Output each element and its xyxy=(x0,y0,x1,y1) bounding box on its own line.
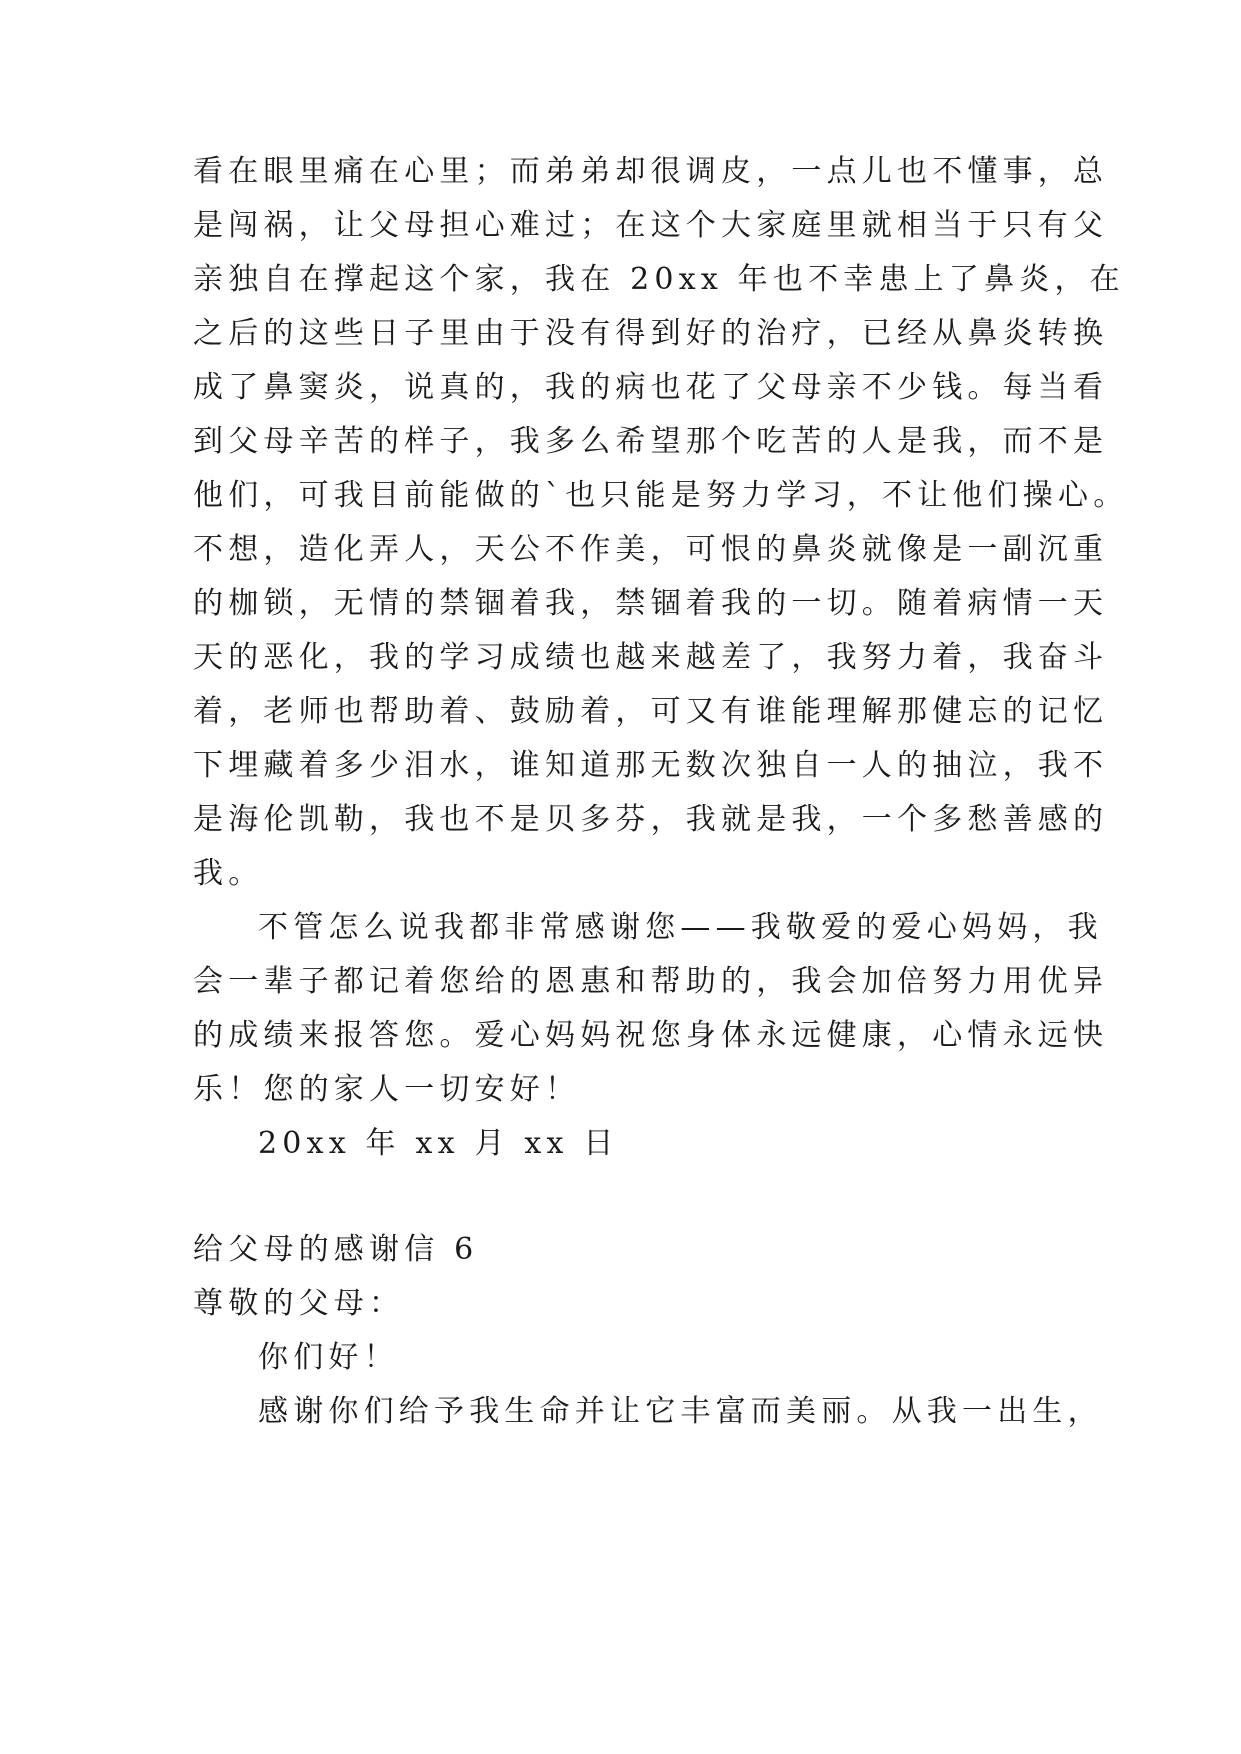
thanks-paragraph-line: 会一辈子都记着您给的恩惠和帮助的，我会加倍努力用优异 xyxy=(193,964,1109,999)
body-line: 他们，可我目前能做的`也只能是努力学习，不让他们操心。 xyxy=(193,478,1129,513)
salutation: 尊敬的父母： xyxy=(193,1286,405,1321)
greeting: 你们好！ xyxy=(258,1340,399,1375)
body-line: 天的恶化，我的学习成绩也越来越差了，我努力着，我奋斗 xyxy=(193,640,1109,675)
body-line: 感谢你们给予我生命并让它丰富而美丽。从我一出生， xyxy=(258,1394,1103,1429)
body-line: 看在眼里痛在心里；而弟弟却很调皮，一点儿也不懂事，总 xyxy=(193,154,1109,189)
body-line: 是闯祸，让父母担心难过；在这个大家庭里就相当于只有父 xyxy=(193,208,1109,243)
thanks-paragraph-line: 的成绩来报答您。爱心妈妈祝您身体永远健康，心情永远快 xyxy=(193,1018,1109,1053)
body-line: 是海伦凯勒，我也不是贝多芬，我就是我，一个多愁善感的 xyxy=(193,802,1109,837)
thanks-paragraph-line: 不管怎么说我都非常感谢您——我敬爱的爱心妈妈，我 xyxy=(258,910,1103,945)
body-line: 的枷锁，无情的禁锢着我，禁锢着我的一切。随着病情一天 xyxy=(193,586,1109,621)
body-line: 成了鼻窦炎，说真的，我的病也花了父母亲不少钱。每当看 xyxy=(193,370,1109,405)
body-line: 之后的这些日子里由于没有得到好的治疗，已经从鼻炎转换 xyxy=(193,316,1109,351)
body-line: 亲独自在撑起这个家，我在 20xx 年也不幸患上了鼻炎，在 xyxy=(193,262,1125,297)
body-line: 到父母辛苦的样子，我多么希望那个吃苦的人是我，而不是 xyxy=(193,424,1109,459)
body-line: 着，老师也帮助着、鼓励着，可又有谁能理解那健忘的记忆 xyxy=(193,694,1109,729)
body-line: 不想，造化弄人，天公不作美，可恨的鼻炎就像是一副沉重 xyxy=(193,532,1109,567)
letter-date: 20xx 年 xx 月 xx 日 xyxy=(258,1126,619,1161)
body-line: 我。 xyxy=(193,856,264,891)
body-line: 下埋藏着多少泪水，谁知道那无数次独自一人的抽泣，我不 xyxy=(193,748,1109,783)
letter-title: 给父母的感谢信 6 xyxy=(193,1232,479,1267)
thanks-paragraph-line: 乐！您的家人一切安好！ xyxy=(193,1072,581,1107)
